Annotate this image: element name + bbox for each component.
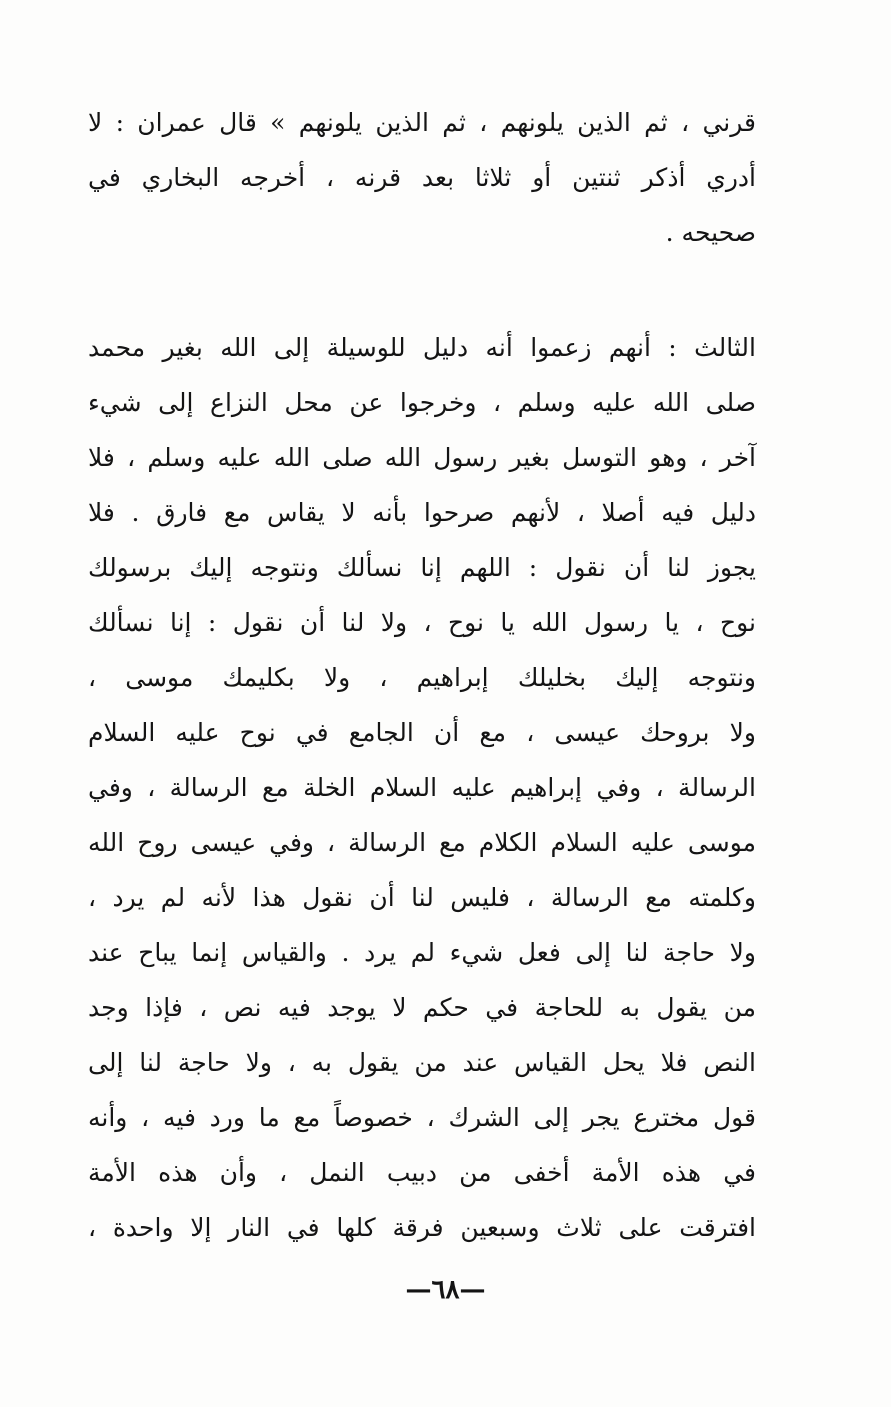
text-line: أدري أذكر ثنتين أو ثلاثا بعد قرنه ، أخرجه البخاري في	[88, 163, 756, 192]
text-line: نوح ، يا رسول الله يا نوح ، ولا لنا أن نقول : إنا نسألك	[88, 608, 756, 637]
text-line: يجوز لنا أن نقول : اللهم إنا نسألك ونتوجه إليك برسولك	[88, 553, 756, 582]
paragraph-third-point	[88, 320, 756, 1255]
text-line: قرني ، ثم الذين يلونهم ، ثم الذين يلونهم » قال عمران : لا	[88, 108, 756, 137]
text-line: صحيحه .	[665, 218, 756, 247]
text-line: ونتوجه إليك بخليلك إبراهيم ، ولا بكليمك موسى ،	[88, 663, 756, 692]
text-line: من يقول به للحاجة في حكم لا يوجد فيه نص ، فإذا وجد	[88, 993, 756, 1022]
text-line: في هذه الأمة أخفى من دبيب النمل ، وأن هذه الأمة	[88, 1158, 756, 1187]
text-line: ولا بروحك عيسى ، مع أن الجامع في نوح عليه السلام	[88, 718, 756, 747]
text-line: الرسالة ، وفي إبراهيم عليه السلام الخلة مع الرسالة ، وفي	[88, 773, 756, 802]
text-line: ولا حاجة لنا إلى فعل شيء لم يرد . والقياس إنما يباح عند	[88, 938, 756, 967]
text-line: دليل فيه أصلا ، لأنهم صرحوا بأنه لا يقاس مع فارق . فلا	[88, 498, 756, 527]
text-line: النص فلا يحل القياس عند من يقول به ، ولا حاجة لنا إلى	[88, 1048, 756, 1077]
text-line: افترقت على ثلاث وسبعين فرقة كلها في النار إلا واحدة ،	[88, 1213, 756, 1242]
text-line: صلى الله عليه وسلم ، وخرجوا عن محل النزاع إلى شيء	[88, 388, 756, 417]
text-line: قول مخترع يجر إلى الشرك ، خصوصاً مع ما ورد فيه ، وأنه	[88, 1103, 756, 1132]
text-line: موسى عليه السلام الكلام مع الرسالة ، وفي عيسى روح الله	[88, 828, 756, 857]
paragraph-hadith-continuation	[88, 95, 756, 260]
text-line: آخر ، وهو التوسل بغير رسول الله صلى الله عليه وسلم ، فلا	[88, 443, 756, 472]
text-line: وكلمته مع الرسالة ، فليس لنا أن نقول هذا لأنه لم يرد ،	[88, 883, 756, 912]
page-number: —٦٨—	[405, 1275, 486, 1305]
text-line: الثالث : أنهم زعموا أنه دليل للوسيلة إلى الله بغير محمد	[88, 333, 756, 362]
